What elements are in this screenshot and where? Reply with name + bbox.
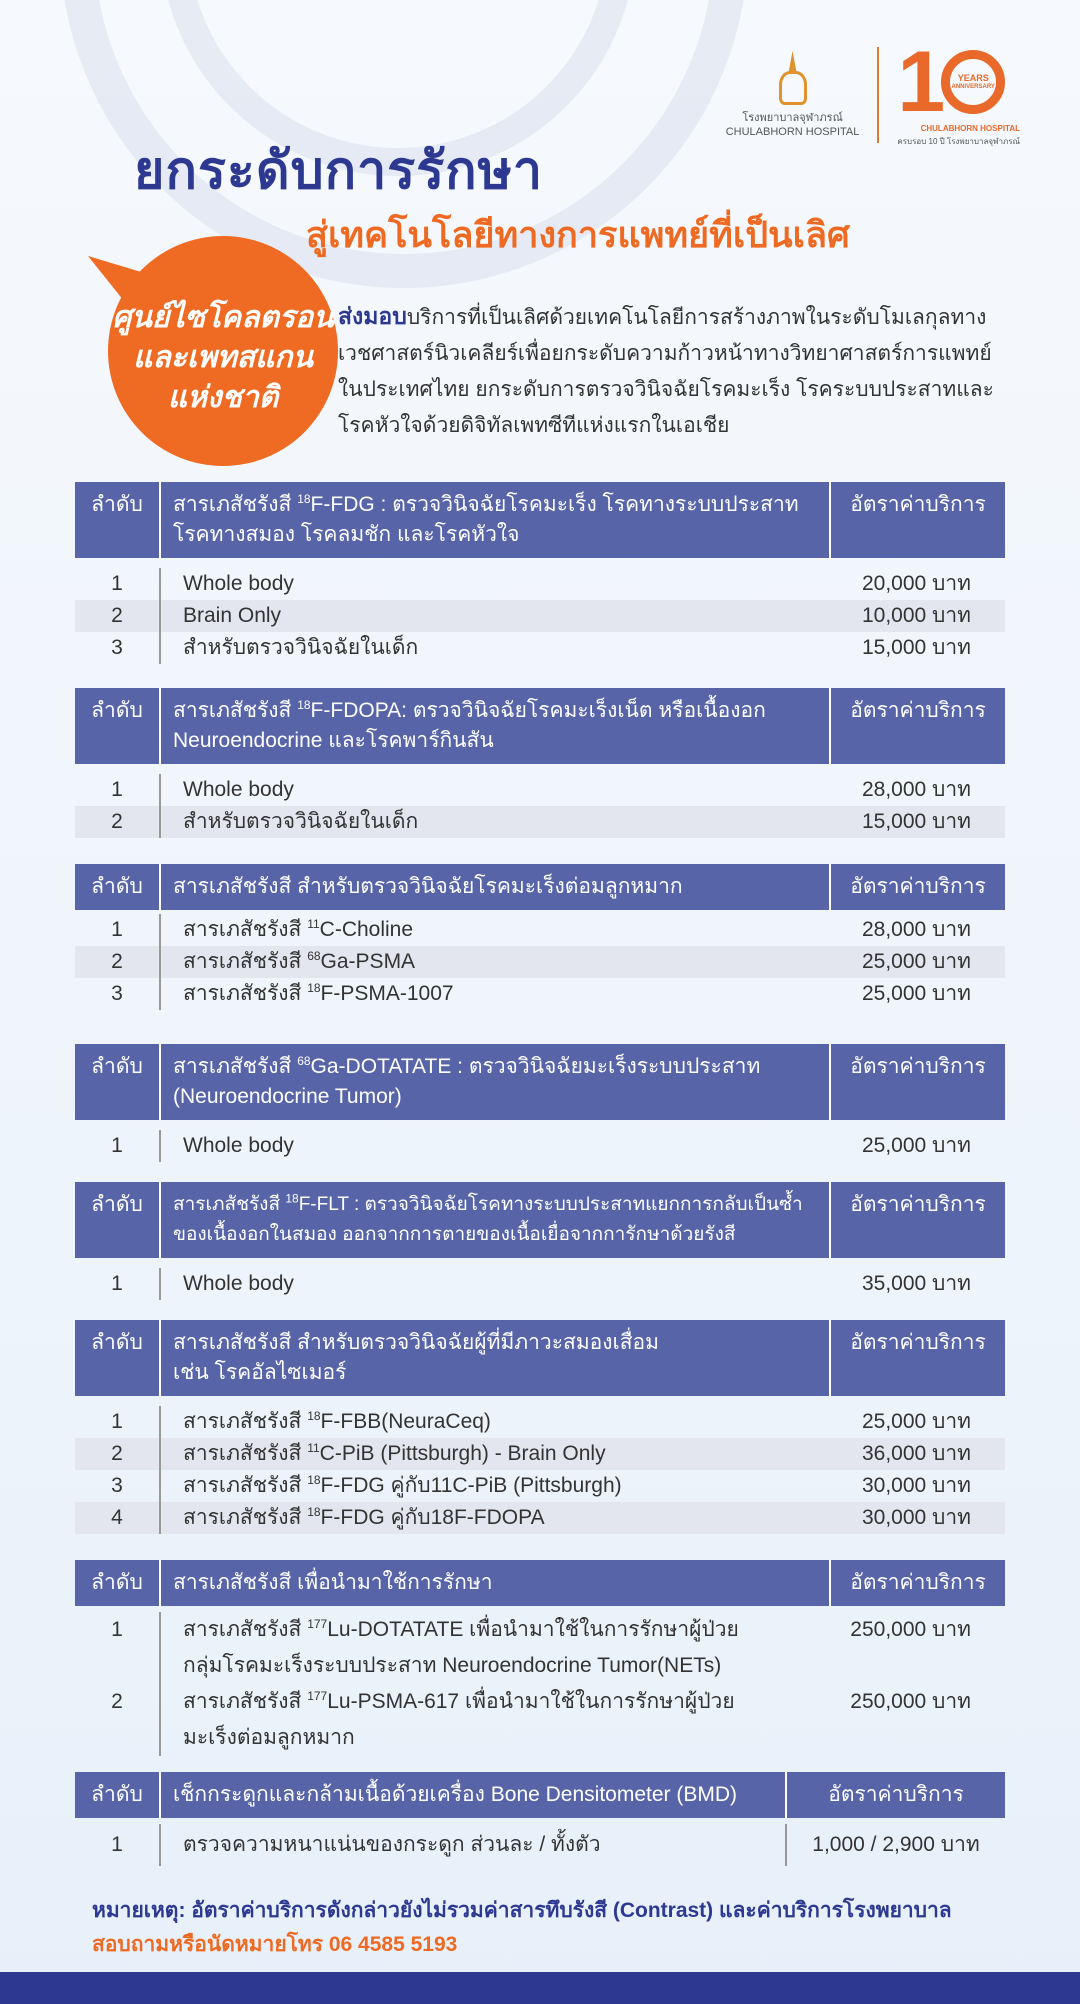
table-row: 2 สารเภสัชรังสี $^{68}$Ga-PSMA 25,000 บาท	[75, 946, 1005, 978]
col-price-header: อัตราค่าบริการ	[829, 482, 1005, 558]
col-price-header: อัตราค่าบริการ	[829, 864, 1005, 910]
sub-title: สู่เทคโนโลยีทางการแพทย์ที่เป็นเลิศ	[306, 214, 850, 255]
main-title: ยกระดับการรักษา	[134, 142, 544, 200]
intro-highlight: ส่งมอบ	[338, 303, 407, 329]
anniversary-sub: ANNIVERSARY	[951, 83, 995, 90]
crest-icon	[773, 51, 813, 107]
col-price-header: อัตราค่าบริการ	[829, 688, 1005, 764]
anniversary-caption: ครบรอบ 10 ปี โรงพยาบาลจุฬาภรณ์	[897, 137, 1020, 146]
price-table-prostate	[75, 864, 1005, 1010]
table-row: 3 สารเภสัชรังสี $^{18}$F-FDG คู่กับ11C-PiB (Pittsburgh) 30,000 บาท	[75, 1470, 1005, 1502]
hospital-name-en: CHULABHORN HOSPITAL	[725, 126, 860, 138]
footer-bar	[0, 1972, 1080, 2004]
col-price-header: อัตราค่าบริการ	[785, 1772, 1005, 1818]
table-row: 3 สำหรับตรวจวินิจฉัยในเด็ก 15,000 บาท	[75, 632, 1005, 664]
table-row: 2 สารเภสัชรังสี $^{11}$C-PiB (Pittsburgh) - Brain Only 36,000 บาท	[75, 1438, 1005, 1470]
table-row: 1 สารเภสัชรังสี $^{11}$C-Choline 28,000 บาท	[75, 914, 1005, 946]
col-no-header: ลำดับ	[75, 1560, 161, 1606]
table-row: 2 สำหรับตรวจวินิจฉัยในเด็ก 15,000 บาท	[75, 806, 1005, 838]
table-row: 1 Whole body 35,000 บาท	[75, 1268, 1005, 1300]
col-price-header: อัตราค่าบริการ	[829, 1560, 1005, 1606]
table-title: สารเภสัชรังสี $^{68}$Ga-DOTATATE : ตรวจวินิจฉัยมะเร็งระบบประสาท (Neuroendocrine Tumor)	[173, 1054, 761, 1108]
col-no-header: ลำดับ	[75, 1044, 161, 1120]
col-price-header: อัตราค่าบริการ	[829, 1182, 1005, 1258]
table-row: 1 Whole body 20,000 บาท	[75, 568, 1005, 600]
col-no-header: ลำดับ	[75, 482, 161, 558]
anniversary-years: YEARS	[957, 72, 989, 83]
price-table-flt	[75, 1182, 1005, 1300]
col-no-header: ลำดับ	[75, 864, 161, 910]
table-title: สารเภสัชรังสี $^{18}$F-FLT : ตรวจวินิจฉัยโรคทางระบบประสาทแยกการกลับเป็นซ้ำของเนื้องอกในสมอง ออกจากการตายของเนื้อเยื่อจากการักษาด้วยรังสี	[173, 1191, 803, 1245]
table-title: เช็กกระดูกและกล้ามเนื้อด้วยเครื่อง Bone Densitometer (BMD)	[173, 1783, 738, 1806]
table-title: สารเภสัชรังสี สำหรับตรวจวินิจฉัยโรคมะเร็งต่อมลูกหมาก	[173, 875, 683, 898]
center-badge	[88, 236, 358, 468]
intro-paragraph	[338, 298, 1014, 444]
anniversary-logo	[897, 34, 1020, 148]
table-row: 4 สารเภสัชรังสี $^{18}$F-FDG คู่กับ18F-FDOPA 30,000 บาท	[75, 1502, 1005, 1534]
table-row: 1 สารเภสัชรังสี $^{177}$Lu-DOTATATE เพื่อนำมาใช้ในการรักษาผู้ป่วย กลุ่มโรคมะเร็งระบบประสาท Neuroendocrine Tumor(NETs) 250,000 บาท	[75, 1612, 1005, 1684]
col-no-header: ลำดับ	[75, 688, 161, 764]
col-no-header: ลำดับ	[75, 1320, 161, 1396]
logo-divider	[877, 47, 879, 143]
table-row: 2 Brain Only 10,000 บาท	[75, 600, 1005, 632]
col-no-header: ลำดับ	[75, 1772, 161, 1818]
table-title: สารเภสัชรังสี $^{18}$F-FDOPA: ตรวจวินิจฉัยโรคมะเร็งเน็ต หรือเนื้องอก Neuroendocrine และโรคพาร์กินสัน	[173, 698, 766, 752]
table-row: 1 Whole body 28,000 บาท	[75, 774, 1005, 806]
anniversary-ring	[941, 50, 1005, 114]
badge-line-1: ศูนย์ไซโคลตรอน	[112, 301, 334, 334]
logo-area	[725, 34, 1020, 146]
contact-phone[interactable]: สอบถามหรือนัดหมายโทร 06 4585 5193	[92, 1933, 458, 1956]
hospital-name-th: โรงพยาบาลจุฬาภรณ์	[742, 111, 843, 124]
intro-text: บริการที่เป็นเลิศด้วยเทคโนโลยีการสร้างภาพในระดับโมเลกุลทางเวชศาสตร์นิวเคลียร์เพื่อยกระดับความก้าวหน้าทางวิทยาศาสตร์การแพทย์ในประเทศไทย ยกระดับการตรวจวินิจฉัยโรคมะเร็ง โรคระบบประสาทและโรคหัวใจด้วยดิจิทัลเพทซีทีแห่งแรกในเอเชีย	[338, 306, 994, 437]
price-table-bmd	[75, 1772, 1005, 1866]
hospital-logo	[726, 51, 860, 140]
table-row: 3 สารเภสัชรังสี $^{18}$F-PSMA-1007 25,000 บาท	[75, 978, 1005, 1010]
table-row: 1 สารเภสัชรังสี $^{18}$F-FBB(NeuraCeq) 25,000 บาท	[75, 1406, 1005, 1438]
anniversary-number: 1	[897, 34, 946, 130]
price-table-fdopa	[75, 688, 1005, 838]
remark-note: หมายเหตุ: อัตราค่าบริการดังกล่าวยังไม่รวมค่าสารทึบรังสี (Contrast) และค่าบริการโรงพยาบาล	[92, 1899, 952, 1922]
price-table-dementia	[75, 1320, 1005, 1534]
col-price-header: อัตราค่าบริการ	[829, 1044, 1005, 1120]
table-title: สารเภสัชรังสี สำหรับตรวจวินิจฉัยผู้ที่มีภาวะสมองเสื่อม เช่น โรคอัลไซเมอร์	[173, 1331, 659, 1384]
price-table-therapy	[75, 1560, 1005, 1756]
badge-line-3: แห่งชาติ	[167, 381, 279, 414]
table-row: 1 ตรวจความหนาแน่นของกระดูก ส่วนละ / ทั้งตัว 1,000 / 2,900 บาท	[75, 1824, 1005, 1866]
price-table-fdg	[75, 482, 1005, 664]
col-no-header: ลำดับ	[75, 1182, 161, 1258]
table-title: สารเภสัชรังสี $^{18}$F-FDG : ตรวจวินิจฉัยโรคมะเร็ง โรคทางระบบประสาท โรคทางสมอง โรคลมชัก และโรคหัวใจ	[173, 492, 799, 546]
price-table-dotatate	[75, 1044, 1005, 1162]
badge-line-2: และเพทสแกน	[133, 341, 313, 374]
anniversary-hospital: CHULABHORN HOSPITAL	[920, 124, 1020, 133]
table-row: 1 Whole body 25,000 บาท	[75, 1130, 1005, 1162]
table-row: 2 สารเภสัชรังสี $^{177}$Lu-PSMA-617 เพื่อนำมาใช้ในการรักษาผู้ป่วย มะเร็งต่อมลูกหมาก 250,000 บาท	[75, 1684, 1005, 1756]
table-title: สารเภสัชรังสี เพื่อนำมาใช้การรักษา	[173, 1571, 493, 1594]
col-price-header: อัตราค่าบริการ	[829, 1320, 1005, 1396]
